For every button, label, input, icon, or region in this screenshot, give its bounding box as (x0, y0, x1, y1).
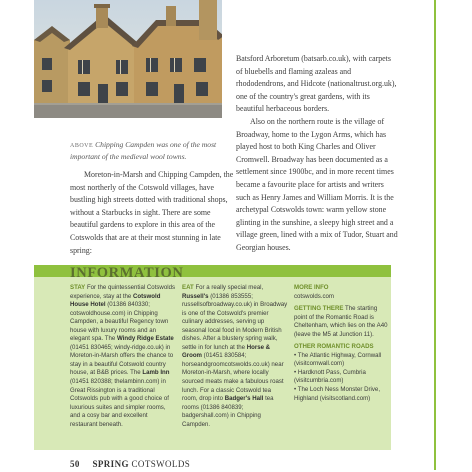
getting-there-heading: GETTING THERE (294, 305, 344, 313)
stay-paragraph (70, 284, 176, 429)
information-title: INFORMATION (70, 265, 184, 281)
other-road-item: • Hardknott Pass, Cumbria (visitcumbria.com) (294, 368, 366, 385)
restaurant-russells: Russell's (182, 292, 209, 300)
season-label: SPRING (92, 459, 129, 469)
eat-text-d: tea rooms (01386 840839; badgershall.com) in Chipping Campden. (182, 395, 274, 428)
left-paragraph-1: Moreton-in-Marsh and Chipping Campden, the most northerly of the Cotswold villages, have bustling high streets dotted with traditional shops, without a Starbucks in sight. There are some beautiful gardens to explore in this area of the Cotswolds that are at their most stunning in late spring: (70, 170, 234, 255)
hotel-windy-ridge: Windy Ridge Estate (116, 335, 174, 343)
restaurant-badgers-hall: Badger's Hall (224, 395, 264, 403)
village-photo (34, 0, 222, 118)
info-eat-column (182, 284, 288, 429)
village-photo-illustration (34, 0, 222, 118)
information-box (34, 265, 391, 450)
left-column (70, 169, 240, 257)
page-number: 50 (70, 459, 80, 469)
restaurant-horse-groom: Horse & Groom (182, 343, 271, 360)
info-more-column (294, 284, 390, 403)
page-edge-rule (434, 0, 436, 470)
getting-there-block (294, 305, 390, 339)
other-road-item: • The Atlantic Highway, Cornwall (visitcornwall.com) (294, 351, 382, 368)
photo-caption (70, 140, 230, 162)
stay-text-c: (01451 830465; windy-ridge.co.uk) in Moreton-in-Marsh offers the chance to stay in a beautiful Cotswold country house, at B&B prices. The (70, 343, 174, 377)
more-info-link[interactable]: cotswolds.com (294, 292, 334, 300)
eat-text-c: (01451 830584; horseandgroomcotswolds.co.uk) near Moreton-in-Marsh, where locally sourced meats make a fabulous roast lunch. For a classic Cotswold tea room, drop into (182, 352, 284, 403)
eat-text-b: (01386 853555; russellsofbroadway.co.uk) in Broadway is one of the Cotswold's premier culinary addresses, serving up seasonal local food in Modern British dishes. After a blustery spring walk, settle in for lunch at the (182, 292, 288, 351)
eat-keyword: EAT (182, 284, 194, 291)
stay-text-a: For the quintessential Cotswolds experience, stay at the (70, 284, 176, 300)
eat-text-a: For a really special meal, (193, 284, 264, 291)
caption-text: Chipping Campden was one of the most important of the medieval wool towns. (70, 140, 217, 161)
other-roads-block (294, 343, 390, 352)
more-info-block (294, 284, 390, 301)
hotel-cotswold-house: Cotswold House Hotel (70, 292, 161, 309)
right-paragraph-1: Batsford Arboretum (batsarb.co.uk), with carpets of bluebells and flaming azaleas and rhododendrons, and Hidcote (nationaltrust.org.uk), one of the country's great gardens, with its beautiful herbaceous borders. (236, 54, 397, 114)
page-footer (70, 459, 190, 469)
section-label: COTSWOLDS (131, 459, 191, 469)
stay-keyword: STAY (70, 284, 86, 291)
other-roads-heading: OTHER ROMANTIC ROADS (294, 343, 374, 351)
hotel-lamb-inn: Lamb Inn (142, 369, 170, 377)
caption-label: ABOVE (70, 143, 94, 149)
right-paragraph-2: Also on the northern route is the village of Broadway, home to the Lygon Arms, which has played host to both King Charles and Oliver Cromwell. Broadway has been documented as a settlement since 1900bc, and in more recent times became a favourite place for artists and writers such as Henry James and William Morris. It is the archetypal Cotswolds town: warm yellow stone glinting in the sunshine, a sleepy high street and a village green, lined with a mix of Tudor, Stuart and Georgian houses. (236, 116, 398, 252)
stay-text-d: (01451 820388; thelambinn.com) in Great Rissington is a traditional Cotswolds pub with a good choice of luxurious suites and simpler rooms, and a cosy bar and excellent restaurant beneath. (70, 378, 169, 428)
stay-text-b: (01386 840330; cotswoldhouse.com) in Chipping Campden, a beautiful Regency town house with luxury rooms and an elegant spa. The (70, 301, 169, 343)
eat-paragraph (182, 284, 288, 429)
info-stay-column (70, 284, 176, 429)
right-column (236, 53, 398, 255)
other-road-item: • The Loch Ness Monster Drive, Highland (visitscotland.com) (294, 386, 381, 402)
more-info-heading: MORE INFO (294, 284, 329, 291)
getting-there-text: The starting point of the Romantic Road is Cheltenham, which lies on the A40 (leave the M5 at Junction 11). (294, 305, 388, 338)
